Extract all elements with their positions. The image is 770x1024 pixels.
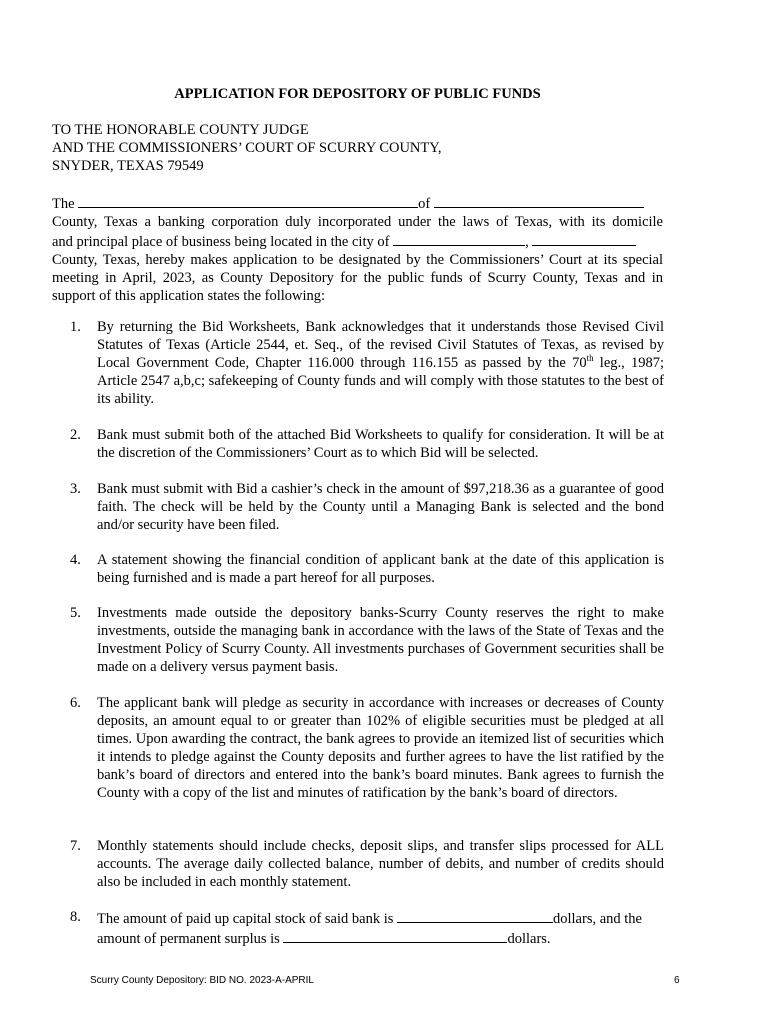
item-number: 7. [70,838,81,854]
footer-bid-number: Scurry County Depository: BID NO. 2023-A-APRIL [90,975,314,986]
addressee-line: AND THE COMMISSIONERS’ COURT OF SCURRY COUNTY, [52,140,442,156]
county-name-blank[interactable] [434,193,644,208]
county-blank[interactable] [532,231,636,246]
list-item [70,604,664,676]
page-number: 6 [674,975,680,986]
list-item [70,837,664,891]
item-number: 5. [70,605,81,621]
item-number: 2. [70,427,81,443]
item-text: Monthly statements should include checks, deposit slips, and transfer slips processed for ALL accounts. The average daily collected balance, number of debits, and number of credits should also be included in each monthly statement. [97,838,664,890]
item-number: 6. [70,695,81,711]
superscript: th [586,353,594,364]
item-text-part: leg., 1987; Article 2547 a,b,c; safekeeping of County funds and will comply with those statutes to the best of its ability. [97,355,664,407]
item-number: 1. [70,319,81,335]
item-text-part: amount of permanent surplus is [97,931,280,947]
intro-city-label: and principal place of business being located in the city of [52,234,390,250]
item-number: 4. [70,552,81,568]
list-item [70,480,664,534]
addressee-line: SNYDER, TEXAS 79549 [52,158,204,174]
list-item [70,551,664,587]
intro-paragraph [52,193,663,305]
item-number: 8. [70,909,81,925]
capital-stock-blank[interactable] [397,908,553,923]
intro-comma: , [525,234,529,250]
list-item [70,694,664,802]
intro-line-3 [52,231,663,251]
intro-line-2: County, Texas a banking corporation duly incorporated under the laws of Texas, with its domicile [52,214,663,230]
item-text: Bank must submit with Bid a cashier’s check in the amount of $97,218.36 as a guarantee of good faith. The check will be held by the County until a Managing Bank is selected and the bond and/or security have been filed. [97,481,664,533]
item-8-line-2 [97,928,664,948]
intro-line-rest: County, Texas, hereby makes application to be designated by the Commissioners’ Court at its special meeting in April, 2023, as County Depository for the public funds of Scurry County, Texas and in support of this application states the following: [52,252,663,304]
permanent-surplus-blank[interactable] [283,928,507,943]
intro-of: of [418,196,431,212]
list-item [70,318,664,408]
document-title: APPLICATION FOR DEPOSITORY OF PUBLIC FUNDS [174,86,541,102]
item-8-line-1 [97,908,664,928]
item-text: A statement showing the financial condition of applicant bank at the date of this application is being furnished and is made a part hereof for all purposes. [97,552,664,586]
item-text-part: dollars, and the [553,911,642,927]
item-text: Bank must submit both of the attached Bid Worksheets to qualify for consideration. It will be at the discretion of the Commissioners’ Court as to which Bid will be selected. [97,427,664,461]
city-blank[interactable] [393,231,525,246]
item-text [97,318,664,408]
item-number: 3. [70,481,81,497]
item-text: The applicant bank will pledge as security in accordance with increases or decreases of County deposits, an amount equal to or greater than 102% of eligible securities must be pledged at all times. Upon awarding the contract, the bank agrees to provide an itemized list of securities which it intends to pledge against the County deposits and further agrees to have the list ratified by the bank’s board of directors and entered into the bank’s board minutes. Bank agrees to furnish the County with a copy of the list and minutes of ratification by the bank’s board of directors. [97,695,664,801]
intro-line-1 [52,193,663,213]
addressee-block [52,121,442,175]
item-text-part: The amount of paid up capital stock of said bank is [97,911,394,927]
list-item [70,908,664,948]
item-text: Investments made outside the depository banks-Scurry County reserves the right to make investments, outside the managing bank in accordance with the laws of the State of Texas and the Investment Policy of Scurry County. All investments purchases of Government securities shall be made on a delivery versus payment basis. [97,605,664,675]
item-text-part: By returning the Bid Worksheets, Bank acknowledges that it understands those Revised Civil Statutes of Texas (Article 2544, et. Seq., of the revised Civil Statutes of Texas, as revised by Local Government Code, Chapter 116.000 through 116.155 as passed by the 70 [97,319,664,371]
intro-the: The [52,196,75,212]
bank-name-blank[interactable] [78,193,418,208]
addressee-line: TO THE HONORABLE COUNTY JUDGE [52,122,309,138]
item-text-part: dollars. [507,931,551,947]
item-text [97,908,664,948]
list-item [70,426,664,462]
